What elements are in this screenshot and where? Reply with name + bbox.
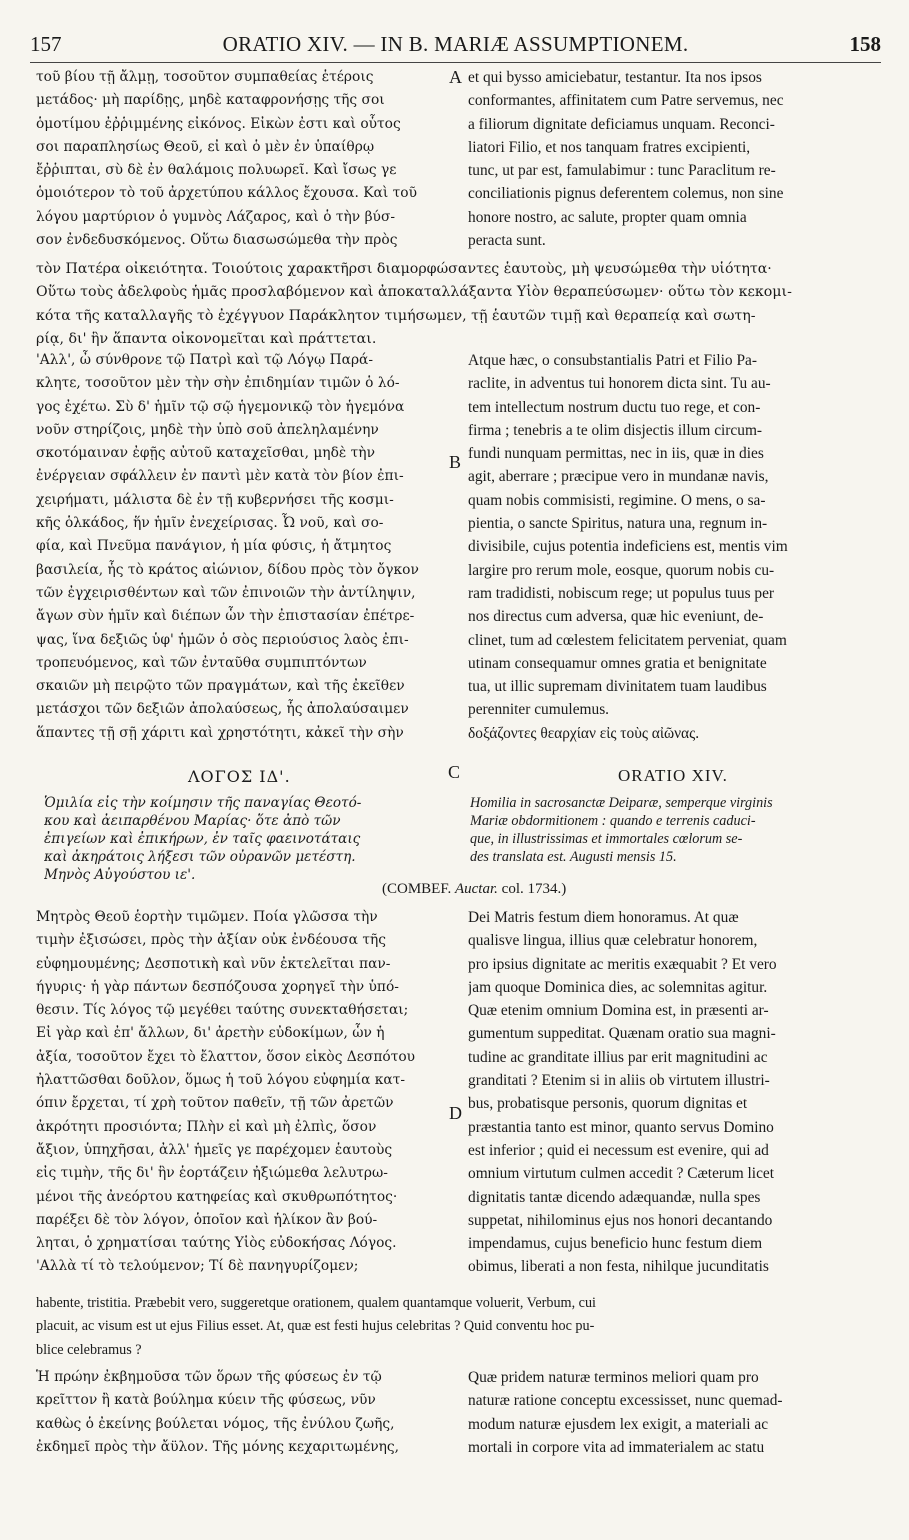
greek-column-block1	[36, 66, 444, 252]
text-line: εὐφημουμένης; Δεσποτικὴ καὶ νῦν ἐκτελεῖται παν-	[36, 955, 391, 972]
text-line: que, in illustrissimas et immortales cœlorum se-	[470, 831, 743, 847]
text-line: κῆς ὁλκάδος, ἥν ἡμῖν ἐνεχείρισας. Ὦ νοῦ, καὶ σο-	[36, 515, 384, 532]
text-line: καθὼς ὁ ἐκείνης βούλεται νόμος, τῆς ἐνύλου ζωῆς,	[36, 1415, 395, 1432]
text-line: όπιν ἔρχεται, τί χρὴ τοῦτον παθεῖν, τῇ τῶν ἀρετῶν	[36, 1095, 394, 1112]
reference-author: (COMBEF.	[382, 881, 452, 897]
text-line: μετάδος· μὴ παρίδῃς, μηδὲ καταφρονήσῃς τῆς σοι	[36, 92, 385, 109]
text-line: κου καὶ ἀειπαρθένου Μαρίας· ὅτε ἀπὸ τῶν	[44, 813, 341, 829]
text-line: habente, tristitia. Præbebit vero, suggeretque orationem, qualem quantamque voluerit, Verbum, cui	[36, 1295, 596, 1311]
margin-marker-a: A	[449, 67, 462, 87]
latin-column-block2	[468, 349, 878, 745]
text-line: Dei Matris festum diem honoramus. At quæ	[468, 909, 739, 926]
text-line: θεσιν. Τίς λόγος τῷ μεγέθει ταύτης συνεκταθήσεται;	[36, 1002, 409, 1019]
text-line: suppetat, nihilominus ejus nos honori decantando	[468, 1211, 773, 1229]
text-line: τὸν Πατέρα οἰκειότητα. Τοιούτοις χαρακτῆρσι διαμορφώσαντες ἑαυτοὺς, μὴ ψευσώμεθα τὴν υἱότητα·	[36, 261, 772, 277]
latin-column-block3	[468, 906, 878, 1279]
source-reference	[382, 881, 566, 898]
margin-marker-c: C	[448, 762, 461, 782]
text-line: placuit, ac visum est ut ejus Filius esset. At, quæ est festi hujus celebritas ? Quid conventu hoc pu-	[36, 1318, 595, 1335]
text-line: et qui bysso amiciebatur, testantur. Ita nos ipsos	[468, 69, 762, 86]
text-line: ἠλαττῶσθαι δοῦλον, ὅμως ἡ τοῦ λόγου εὐφημία κατ-	[36, 1072, 406, 1089]
text-line: blice celebramus ?	[36, 1341, 142, 1358]
text-line: tunc, ut par est, famulabimur : tunc Paraclitum re-	[468, 162, 776, 180]
text-line: conformantes, affinitatem cum Patre servemus, nec	[468, 92, 784, 110]
text-line: granditati ? Etenim si in aliis ob virtutem illustri-	[468, 1072, 770, 1090]
text-line: pientia, o sancte Spiritus, natura una, regnum in-	[468, 515, 768, 533]
text-line: ήγυρις· ἡ γὰρ πάντων δεσπόζουσα χορηγεῖ τὴν ὑπό-	[36, 978, 399, 995]
text-line: tudine ac granditate illius par erit magnitudini ac	[468, 1048, 768, 1066]
text-line: τιμὴν ἐξισώσει, πρὸς τὴν ἀξίαν οὐκ ἐνδέουσα τῆς	[36, 932, 386, 949]
text-line: largire pro rerum mole, eosque, quorum nobis cu-	[468, 561, 775, 579]
running-header	[30, 32, 881, 60]
text-line: Homilia in sacrosanctæ Deiparæ, semperque virginis	[470, 795, 773, 811]
text-line: μένοι τῆς ἀνεόρτου κατηφείας καὶ σκυθρωπότητος·	[36, 1188, 398, 1205]
reference-work: Auctar.	[454, 881, 498, 897]
text-line: τροπευόμενος, καὶ τῶν ἐνταῦθα συμπιπτόντων	[36, 654, 367, 671]
text-line: honore nostro, ac salute, propter quam omnia	[468, 208, 747, 226]
text-line: præstantia tanto est minor, quanto servus Domino	[468, 1118, 774, 1136]
text-line: Ἡ πρώην ἐκβημοῦσα τῶν ὅρων τῆς φύσεως ἐν τῷ	[36, 1369, 382, 1385]
text-line: χειρήματι, μάλιστα δὲ ἐν τῇ κυβερνήσει τῆς κοσμι-	[36, 491, 394, 508]
text-line: Quæ etenim omnium Domina est, in præsenti ar-	[468, 1002, 769, 1020]
latin-subtitle	[470, 794, 880, 866]
text-line: ἐπιγείων καὶ ἐπικήρων, ἐν ταῖς φαεινοτάταις	[44, 831, 361, 847]
margin-marker-b: B	[449, 452, 462, 472]
text-line: τοῦ βίου τῇ ἄλμῃ, τοσοῦτον συμπαθείας ἑτέροις	[36, 69, 374, 85]
text-line: firma ; tenebris a te olim disjectis illum circum-	[468, 421, 763, 439]
text-line: gumentum suppeditat. Quænam oratio sua magni-	[468, 1025, 776, 1043]
right-page-number: 158	[849, 32, 881, 56]
text-line: pro ipsius dignitate ac meritis exæquabit ? Et vero	[468, 955, 777, 973]
text-line: παρέξει δὲ τὸν λόγον, ὁποῖον καὶ ἡλίκον ἂν βού-	[36, 1211, 378, 1228]
latin-column-block4	[468, 1366, 878, 1459]
text-line: tem intellectum nostrum ductu tuo rege, et con-	[468, 398, 761, 416]
text-line: tua, ut illic supremam divinitatem tuam laudibus	[468, 678, 767, 696]
text-line: Ὁμιλία εἰς τὴν κοίμησιν τῆς παναγίας Θεοτό-	[44, 795, 362, 811]
greek-subtitle	[44, 794, 454, 884]
text-line: ληται, ὁ χρηματίσαι ταύτης Υἱὸς εὐδοκήσας Λόγος.	[36, 1235, 397, 1252]
text-line: fundi nunquam permittas, nec in iis, quæ in dies	[468, 445, 764, 463]
text-line: ρίᾳ, δι' ἣν ἅπαντα οἰκονομεῖται καὶ πράττεται.	[36, 330, 377, 347]
text-line: ἔῤῥιπται, σὺ δὲ ἐν θαλάμοις πολυωρεῖ. Καὶ ἴσως γε	[36, 162, 397, 179]
greek-full-width-block1	[36, 258, 879, 351]
text-line: raclite, in adventus tui honorem dicta sint. Tu au-	[468, 375, 771, 393]
text-line: impendamus, cujus beneficio hunc festum diem	[468, 1235, 763, 1253]
greek-oration-heading: ΛΟΓΟΣ ΙΔ'.	[188, 767, 291, 786]
text-line: Quæ pridem naturæ terminos meliori quam pro	[468, 1369, 759, 1386]
text-line: εἰς τιμὴν, τῆς δι' ἣν ἑορτάζειν ἠξιώμεθα λελυτρω-	[36, 1165, 388, 1182]
text-line: Mariæ obdormitionem : quando e terrenis caduci-	[470, 813, 756, 829]
text-line: ψας, ἵνα δεξιῶς ὑφ' ἡμῶν ὁ σὸς περιούσιος λαὸς ἐπι-	[36, 631, 409, 648]
text-line: 'Αλλὰ τί τὸ τελούμενον; Τί δὲ πανηγυρίζομεν;	[36, 1258, 359, 1275]
text-line: Atque hæc, o consubstantialis Patri et Filio Pa-	[468, 352, 757, 369]
text-line: ἄξιον, ὑπηχῆσαι, ἀλλ' ἡμεῖς γε παρέχομεν ἑαυτοὺς	[36, 1141, 393, 1158]
greek-column-block4	[36, 1366, 444, 1459]
text-line: ἀξία, τοσοῦτον ἔχει τὸ ἔλαττον, ὅσον εἰκὸς Δεσπότου	[36, 1048, 416, 1065]
text-line: divisibile, cujus potentia indeficiens est, mentis vim	[468, 538, 788, 556]
text-line: Μητρὸς Θεοῦ ἑορτὴν τιμῶμεν. Ποία γλῶσσα τὴν	[36, 909, 378, 925]
text-line: τῶν ἐγχειρισθέντων καὶ τῶν ἐπινοιῶν τὴν ἀντίληψιν,	[36, 584, 416, 601]
text-line: peracta sunt.	[468, 232, 546, 250]
text-line: perenniter cumulemus.	[468, 701, 610, 719]
text-line: Εἰ γὰρ καὶ ἐπ' ἄλλων, δι' ἀρετὴν εὐδοκίμων, ὧν ἡ	[36, 1025, 385, 1042]
text-line: naturæ ratione conceptu excessisset, nunc quemad-	[468, 1392, 783, 1410]
margin-marker-d: D	[449, 1103, 462, 1123]
text-line: clinet, tum ad cœlestem felicitatem perveniat, quam	[468, 631, 787, 649]
text-line: κρεῖττον ἢ κατὰ βούλημα κύειν τῆς φύσεως, νῦν	[36, 1392, 376, 1409]
text-line: mortali in corpore vita ad immaterialem ac statu	[468, 1438, 765, 1456]
text-line: a filiorum dignitate deficiamus unquam. Reconci-	[468, 115, 775, 133]
text-line: καὶ ἀκηράτοις λήξεσι τῶν οὐρανῶν μετέστη.	[44, 849, 356, 865]
text-line: σκαιῶν μὴ πειρῷτο τῶν πραγμάτων, καὶ τῆς ἐκεῖθεν	[36, 678, 405, 695]
reference-column: col. 1734.)	[501, 881, 567, 897]
latin-oration-heading: ORATIO XIV.	[618, 766, 728, 785]
text-line: φία, καὶ Πνεῦμα πανάγιον, ἡ μία φύσις, ἡ ἄτμητος	[36, 538, 392, 555]
text-line: Οὕτω τοὺς ἀδελφοὺς ἡμᾶς προσλαβόμενον καὶ ἀποκαταλλάξαντα Υἱὸν θεραπεύσωμεν· οὕτω τὸν κεκομι-	[36, 284, 792, 301]
text-line: jam quoque Dominica dies, ac solemnitas agitur.	[468, 978, 768, 996]
text-line: ἅπαντες τῇ σῇ χάριτι καὶ χρηστότητι, κἀκεῖ τὴν σὴν	[36, 724, 404, 741]
text-line: conciliationis pignus deferentem colemus, non sine	[468, 185, 784, 203]
text-line: κότα τῆς καταλλαγῆς τὸ ἐχέγγυον Παράκλητον τιμήσωμεν, τῇ ἑαυτῶν τιμῇ καὶ θεραπείᾳ καὶ σωτη-	[36, 307, 756, 324]
text-line: ὁμοτίμου ἐῤῥιμμένης εἰκόνος. Εἰκὼν ἐστι καὶ οὗτος	[36, 115, 401, 132]
text-line: utinam consequamur omnes gratia et benignitate	[468, 654, 767, 672]
text-line: νοῦν στηρίζοις, μηδὲ τὴν ὑπὸ σοῦ ἀπεληλαμένην	[36, 421, 379, 438]
text-line: ram tradidisti, nobiscum rege; ut populus tuus per	[468, 584, 775, 602]
text-line: obimus, liberati a non festa, nihilque jucunditatis	[468, 1258, 769, 1276]
text-line: κλητε, τοσοῦτον μὲν τὴν σὴν ἐπιδημίαν τιμῶν ὁ λό-	[36, 375, 400, 392]
left-page-number: 157	[30, 32, 62, 56]
text-line: liatori Filio, et nos tanquam fratres excipienti,	[468, 138, 751, 156]
text-line: ἄγων σὺν ἡμῖν καὶ διέπων ὧν τὴν ἐπιστασίαν ἐπέτρε-	[36, 608, 415, 625]
text-line: dignitatis tantæ dicendo adæquandæ, nulla spes	[468, 1188, 761, 1206]
text-line: δοξάζοντες θεαρχίαν εἰς τοὺς αἰῶνας.	[468, 724, 700, 742]
text-line: μετάσχοι τῶν δεξιῶν ἀπολαύσεως, ἧς ἀπολαύσαιμεν	[36, 701, 409, 718]
text-line: ἐκδημεῖ πρὸς τὴν ἄϋλον. Τῆς μόνης κεχαριτωμένης,	[36, 1438, 400, 1455]
text-line: des translata est. Augusti mensis 15.	[470, 849, 677, 865]
text-line: ὁμοιότερον τὸ τοῦ ἀρχετύπου κάλλος ἔχουσα. Καὶ τοῦ	[36, 185, 417, 202]
running-title: ORATIO XIV. — IN B. MARIÆ ASSUMPTIONEM.	[222, 32, 689, 56]
header-rule	[30, 62, 881, 63]
text-line: est inferior ; quid ei necessum est evenire, qui ad	[468, 1141, 769, 1159]
text-line: γος ἐχέτω. Σὺ δ' ἡμῖν τῷ σῷ ἡγεμονικῷ τὸν ἡγεμόνα	[36, 398, 405, 415]
text-line: modum naturæ ejusdem lex exigit, a materiali ac	[468, 1415, 769, 1433]
text-line: λόγου μαρτύριον ὁ γυμνὸς Λάζαρος, καὶ ὁ τὴν βύσ-	[36, 208, 396, 225]
text-line: ἐνέργειαν σφάλλειν ἐν παντὶ μὲν κατὰ τὸν βίον ἐπι-	[36, 468, 404, 485]
text-line: σοι παραπλησίως Θεοῦ, εἰ καὶ ὁ μὲν ἐν ὑπαίθρῳ	[36, 138, 375, 155]
text-line: bus, probatisque personis, quorum dignitas et	[468, 1095, 748, 1113]
greek-column-block2	[36, 349, 456, 745]
latin-column-block1	[468, 66, 878, 252]
text-line: σκοτόμαιναν ἐφῇς αὐτοῦ καταχεῖσθαι, μηδὲ τὴν	[36, 445, 375, 462]
latin-full-width-block3	[36, 1292, 879, 1362]
text-line: ἀκρότητι προσιόντα; Πλὴν εἰ καὶ μὴ ἐλπὶς, ὅσον	[36, 1118, 377, 1135]
text-line: nos directus cum adversa, quæ hic eveniunt, de-	[468, 608, 764, 626]
text-line: omnium virtutum culmen accedit ? Cæterum licet	[468, 1165, 775, 1183]
text-line: quam nobis commisisti, regimine. O mens, o sa-	[468, 491, 766, 509]
text-line: agit, aberrare ; præcipue vero in mundanæ navis,	[468, 468, 769, 486]
greek-column-block3	[36, 906, 444, 1279]
text-line: Μηνὸς Αὐγούστου ιε'.	[44, 867, 196, 883]
text-line: σον ἐνδεδυσκόμενος. Οὕτω διασωσώμεθα τὴν πρὸς	[36, 232, 398, 249]
text-line: βασιλεία, ἧς τὸ κράτος αἰώνιον, δίδου πρὸς τὸν ὄγκον	[36, 561, 419, 578]
text-line: 'Αλλ', ὦ σύνθρονε τῷ Πατρὶ καὶ τῷ Λόγῳ Παρά-	[36, 352, 374, 368]
text-line: qualisve lingua, illius quæ celebratur honorem,	[468, 932, 758, 950]
